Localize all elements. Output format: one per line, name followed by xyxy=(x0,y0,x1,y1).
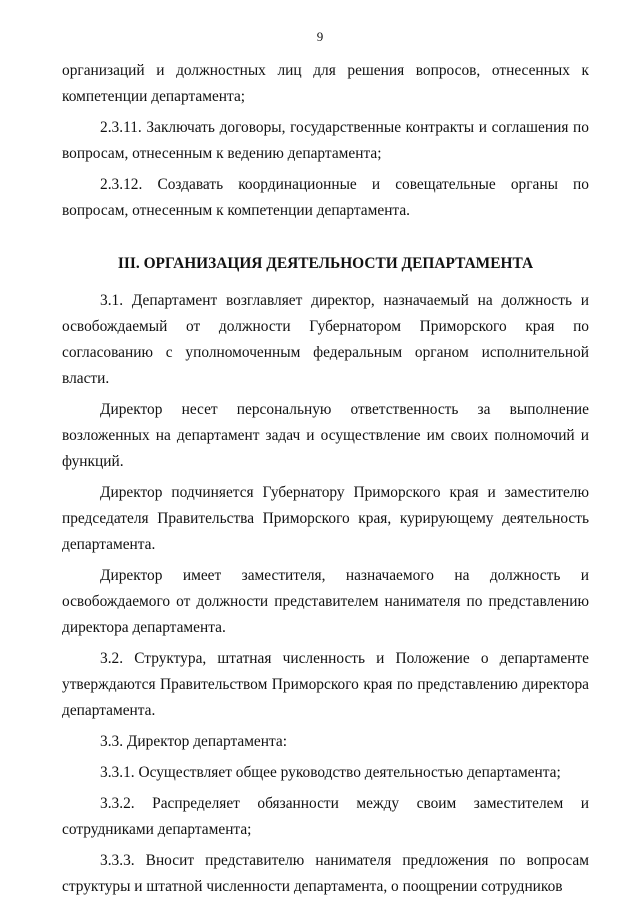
paragraph-3-1: 3.1. Департамент возглавляет директор, назначаемый на должность и освобождаемый от должности Губернатором Приморского края по согласованию с уполномоченным федеральным органом исполнительной власти. xyxy=(62,292,589,387)
paragraph-3-3-3: 3.3.3. Вносит представителю нанимателя предложения по вопросам структуры и штатной численности департамента, о поощрении сотрудников xyxy=(62,852,589,895)
paragraph-continuation: организаций и должностных лиц для решения вопросов, отнесенных к компетенции департамента; xyxy=(62,62,589,105)
paragraph-3-3-1: 3.3.1. Осуществляет общее руководство деятельностью департамента; xyxy=(100,764,561,781)
paragraph-3-2: 3.2. Структура, штатная численность и Положение о департаменте утверждаются Правительством Приморского края по представлению директора департамента. xyxy=(62,650,589,719)
paragraph-director-deputy: Директор имеет заместителя, назначаемого на должность и освобождаемого от должности представителем нанимателя по представлению директора департамента. xyxy=(62,567,589,636)
paragraph-2-3-12: 2.3.12. Создавать координационные и совещательные органы по вопросам, отнесенным к компетенции департамента. xyxy=(62,176,589,219)
section-heading: III. ОРГАНИЗАЦИЯ ДЕЯТЕЛЬНОСТИ ДЕПАРТАМЕНТА xyxy=(117,255,534,272)
paragraph-director-responsibility: Директор несет персональную ответственность за выполнение возложенных на департамент задач и осуществление им своих полномочий и функций. xyxy=(62,401,589,470)
document-body xyxy=(62,58,589,900)
paragraph-3-3: 3.3. Директор департамента: xyxy=(100,733,288,750)
paragraph-2-3-11: 2.3.11. Заключать договоры, государственные контракты и соглашения по вопросам, отнесенным к ведению департамента; xyxy=(62,119,589,162)
page-number: 9 xyxy=(316,29,324,44)
paragraph-3-3-2: 3.3.2. Распределяет обязанности между своим заместителем и сотрудниками департамента; xyxy=(62,795,589,838)
paragraph-director-subordination: Директор подчиняется Губернатору Приморского края и заместителю председателя Правительства Приморского края, курирующему деятельность департамента. xyxy=(62,484,589,553)
